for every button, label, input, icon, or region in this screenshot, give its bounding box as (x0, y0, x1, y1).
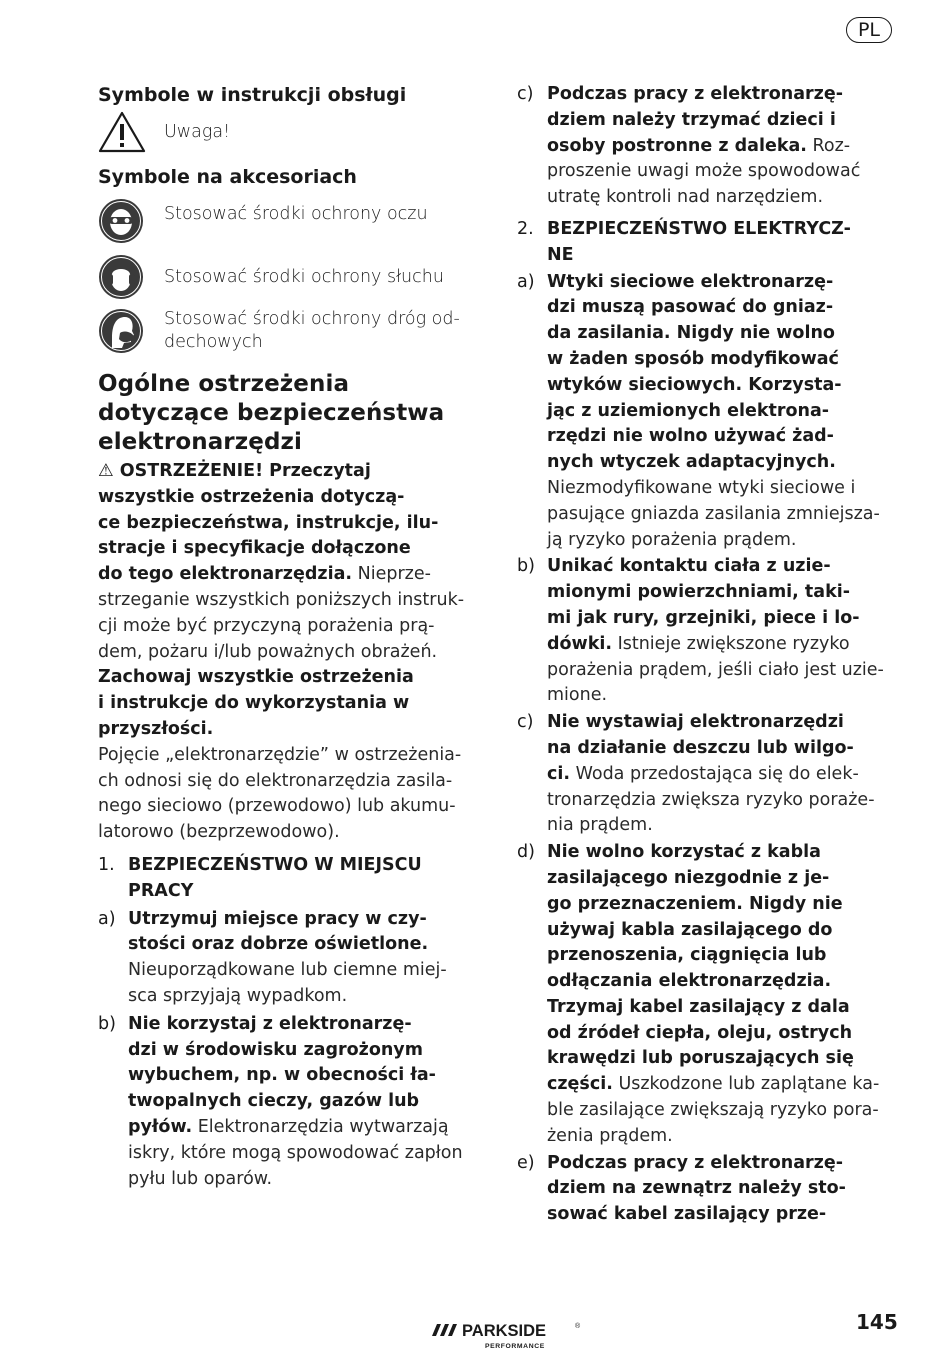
section-1-item-a: a) Utrzymuj miejsce pracy w czy- stości oraz dobrze oświetlone. Nieuporządkowane lub ciemne miej- sca sprzyjają wypadkom. (98, 908, 447, 1006)
parkside-logo (430, 1316, 590, 1356)
section-2-item-b: b) Unikać kontaktu ciała z uzie- mionymi powierzchniami, taki- mi jak rury, grzejniki, piece i lo- dówki. Istnieje zwiększone ryzyko porażenia prądem, jeśli ciało jest uzie- mione. (517, 556, 884, 706)
respiratory-protection-icon (98, 308, 144, 354)
section-1-item-c: c) Podczas pracy z elektronarzę- dziem należy trzymać dzieci i osoby postronne z daleka. Roz- proszenie uwagi może spowodować utratę kontroli nad narzędziem. (517, 84, 861, 208)
symbol-text-respiratory-protection: Stosować środki ochrony dróg od- dechowych (164, 309, 460, 352)
registered-mark: ® (575, 1323, 581, 1330)
keep-instructions-paragraph: Zachowaj wszystkie ostrzeżenia i instrukcje do wykorzystania w przyszłości. (98, 667, 414, 739)
section-2-item-e: e) Podczas pracy z elektronarzę- dziem na zewnątrz należy sto- sować kabel zasilający prze- (517, 1152, 846, 1225)
eye-protection-icon (98, 198, 144, 244)
general-warnings-title: Ogólne ostrzeżenia dotyczące bezpieczeństwa elektronarzędzi (98, 371, 445, 455)
section-2-heading: 2. BEZPIECZEŃSTWO ELEKTRYCZ- NE (517, 218, 851, 265)
brand-name: PARKSIDE (462, 1322, 547, 1340)
section-2-item-a: a) Wtyki sieciowe elektronarzę- dzi muszą pasować do gniaz- da zasilania. Nigdy nie wolno w żaden sposób modyfikować wtyków sieciowych. Korzysta- jąc z uziemionych elektrona- rzędzi nie wolno używać żad- nych wtyczek adaptacyjnych. Niezmodyfikowane wtyki sieciowe i pasujące gniazda zasilania zmniejsza- ją ryzyko porażenia prądem. (517, 271, 880, 550)
section-1-heading: 1. BEZPIECZEŃSTWO W MIEJSCU PRACY (98, 854, 422, 901)
brand-tagline: PERFORMANCE (485, 1343, 545, 1350)
symbol-text-eye-protection: Stosować środki ochrony oczu (164, 203, 428, 224)
symbol-text-ear-protection: Stosować środki ochrony słuchu (164, 266, 444, 287)
manual-symbols-title: Symbole w instrukcji obsługi (98, 84, 407, 106)
page-number: 145 (856, 1310, 898, 1334)
left-column (98, 82, 478, 1192)
symbol-text-warning: Uwaga! (164, 121, 231, 142)
section-1-item-b: b) Nie korzystaj z elektronarzę- dzi w środowisku zagrożonym wybuchem, np. w obecności ła- twopalnych cieczy, gazów lub pyłów. Elektronarzędzia wytwarzają iskry, które mogą spowodować zapłon pyłu lub oparów. (98, 1013, 463, 1189)
symbol-row-eye-protection (98, 198, 478, 244)
warning-small-icon: ⚠ (98, 461, 114, 481)
ear-protection-icon (98, 254, 144, 300)
right-column (517, 82, 902, 1228)
accessory-symbols-title: Symbole na akcesoriach (98, 166, 357, 188)
warning-paragraph: ⚠ OSTRZEŻENIE! Przeczytaj wszystkie ostrzeżenia dotyczą- ce bezpieczeństwa, instrukcje, ilu- stracje i specyfikacje dołączone do tego elektronarzędzia. Nieprze- strzeganie wszystkich poniższych instruk- cji może być przyczyną porażenia prą- dem, pożaru i/lub poważnych obrażeń. (98, 461, 465, 662)
symbol-row-warning (98, 110, 478, 154)
term-definition-paragraph: Pojęcie „elektronarzędzie” w ostrzeżenia- ch odnosi się do elektronarzędzia zasila- nego sieciowo (przewodowo) lub akumu- latorowo (bezprzewodowo). (98, 744, 462, 843)
symbol-row-respiratory-protection (98, 308, 478, 354)
language-badge: PL (846, 17, 892, 43)
section-2-item-c: c) Nie wystawiaj elektronarzędzi na działanie deszczu lub wilgo- ci. Woda przedostająca się do elek- tronarzędzia zwiększa ryzyko poraże- nia prądem. (517, 712, 875, 836)
parkside-logo-graphic (430, 1316, 590, 1356)
section-2-item-d: d) Nie wolno korzystać z kabla zasilającego niezgodnie z je- go przeznaczeniem. Nigdy nie używaj kabla zasilającego do przenoszenia, ciągnięcia lub odłączania elektronarzędzia. Trzymaj kabel zasilający z dala od źródeł ciepła, oleju, ostrych krawędzi lub poruszających się części. Uszkodzone lub zaplątane ka- ble zasilające zwiększają ryzyko pora- żenia prądem. (517, 842, 880, 1146)
warning-triangle-icon (98, 110, 146, 154)
symbol-row-ear-protection (98, 254, 478, 300)
